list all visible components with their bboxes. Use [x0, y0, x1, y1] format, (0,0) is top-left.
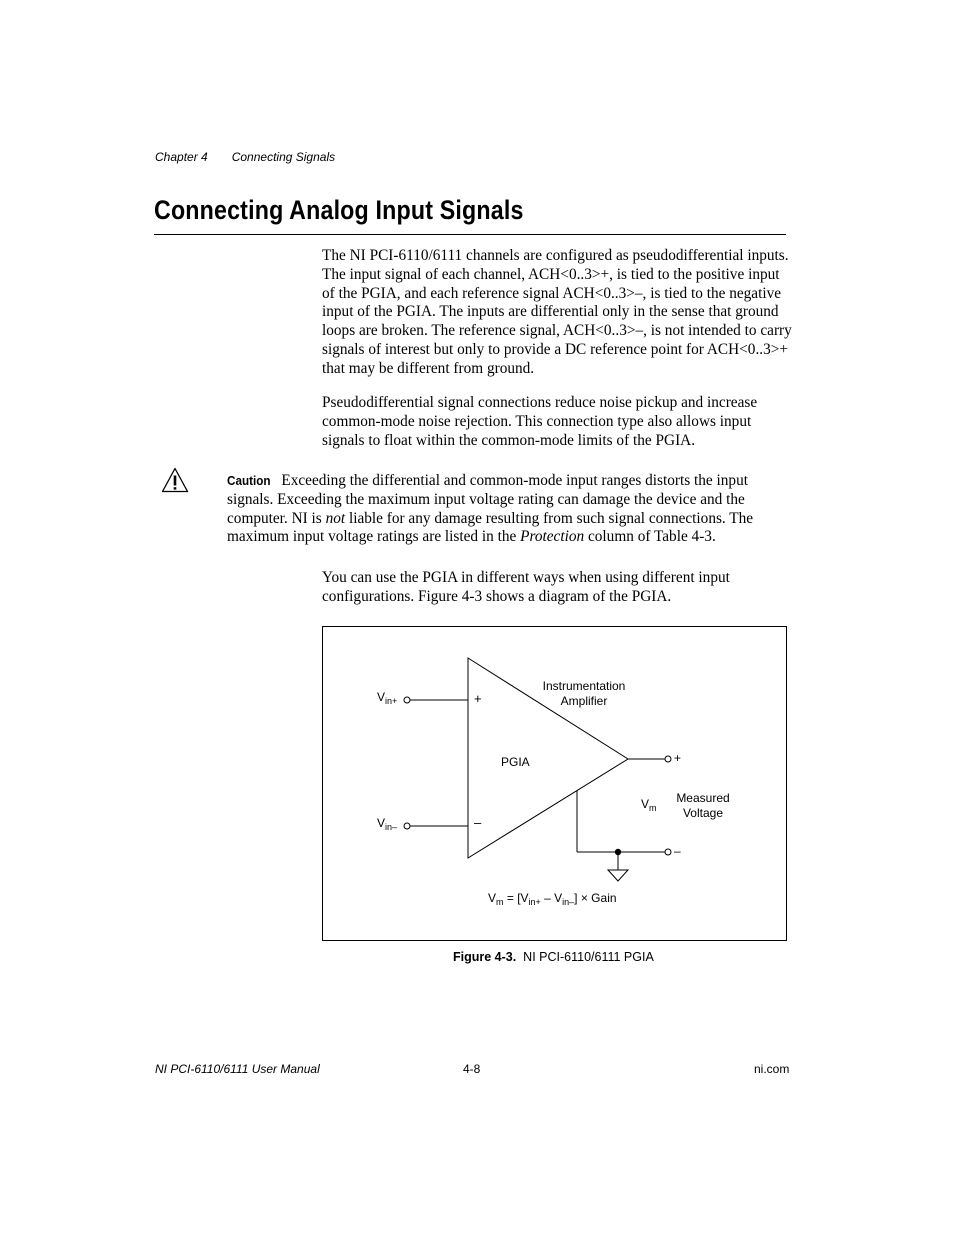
noninverting-sign: +	[474, 691, 482, 706]
caution-text: Exceeding the differential and common-mode input ranges distorts the input signals. Exceeding the maximum input voltage rating can damage the device and the computer. NI is	[227, 472, 748, 527]
ground-symbol	[608, 870, 628, 881]
paragraph-pgia-usage: You can use the PGIA in different ways when using different input configurations. Figure 4-3 shows a diagram of the PGIA.	[322, 569, 730, 605]
vin-plus-terminal	[404, 697, 410, 703]
measured-voltage-line2: Voltage	[682, 806, 724, 820]
footer-page-number: 4-8	[463, 1062, 481, 1076]
output-minus-terminal	[665, 849, 671, 855]
caution-emphasis-protection: Protection	[520, 528, 585, 546]
vin-minus-terminal	[404, 823, 410, 829]
chapter-label: Chapter 4	[155, 150, 208, 164]
caution-text-2: liable for any damage resulting from such signal connections. The maximum input voltage ratings are listed in the	[227, 509, 754, 546]
vin-plus-label: $V_{in+}$	[377, 690, 398, 706]
figure-caption-text: NI PCI-6110/6111 PGIA	[523, 950, 654, 964]
caution-icon	[161, 467, 189, 498]
inverting-sign: –	[474, 815, 482, 830]
footer-website: ni.com	[754, 1062, 790, 1076]
vm-label: $V_m$	[641, 797, 657, 813]
amplifier-label-line1: Instrumentation	[542, 679, 626, 693]
pgia-label: PGIA	[501, 755, 530, 769]
output-plus-terminal	[665, 756, 671, 762]
footer-manual-title: NI PCI-6110/6111 User Manual	[155, 1062, 320, 1076]
amplifier-label-line2: Amplifier	[560, 694, 608, 708]
measured-voltage-line1: Measured	[676, 791, 730, 805]
figure-caption	[453, 950, 654, 964]
paragraph-noise-rejection: Pseudodifferential signal connections reduce noise pickup and increase common-mode noise rejection. This connection type also allows input signals to float within the common-mode limits of the PGIA.	[322, 394, 758, 449]
paragraph-pseudodifferential: The NI PCI-6110/6111 channels are configured as pseudodifferential inputs. The input signal of each channel, ACH<0..3>+, is tied to the positive input of the PGIA, and each reference signal ACH<0..3>–, is tied to the negative input of the PGIA. The inputs are differential only in the sense that ground loops are broken. The reference signal, ACH<0..3>–, is not intended to carry signals of interest but only to provide a DC reference point for ACH<0..3>+ that may be different from ground.	[322, 247, 792, 377]
caution-label: Caution	[227, 473, 271, 488]
caution-note	[227, 472, 787, 547]
figure-caption-label: Figure 4-3.	[453, 950, 517, 964]
caution-text-3: column of Table 4-3.	[584, 528, 716, 546]
output-minus-sign: –	[674, 844, 681, 858]
vin-minus-label: $V_{in-}$	[377, 816, 398, 832]
running-header	[155, 150, 335, 164]
title-rule	[154, 234, 786, 235]
gain-equation: $V_m = [V_{in+} - V_{in-}]$ × Gain	[488, 891, 617, 907]
output-plus-sign: +	[674, 751, 682, 765]
page-title: Connecting Analog Input Signals	[154, 195, 524, 225]
section-label: Connecting Signals	[231, 150, 336, 164]
caution-emphasis-not: not	[325, 509, 346, 527]
pgia-diagram	[323, 627, 786, 940]
pgia-figure	[322, 626, 787, 941]
